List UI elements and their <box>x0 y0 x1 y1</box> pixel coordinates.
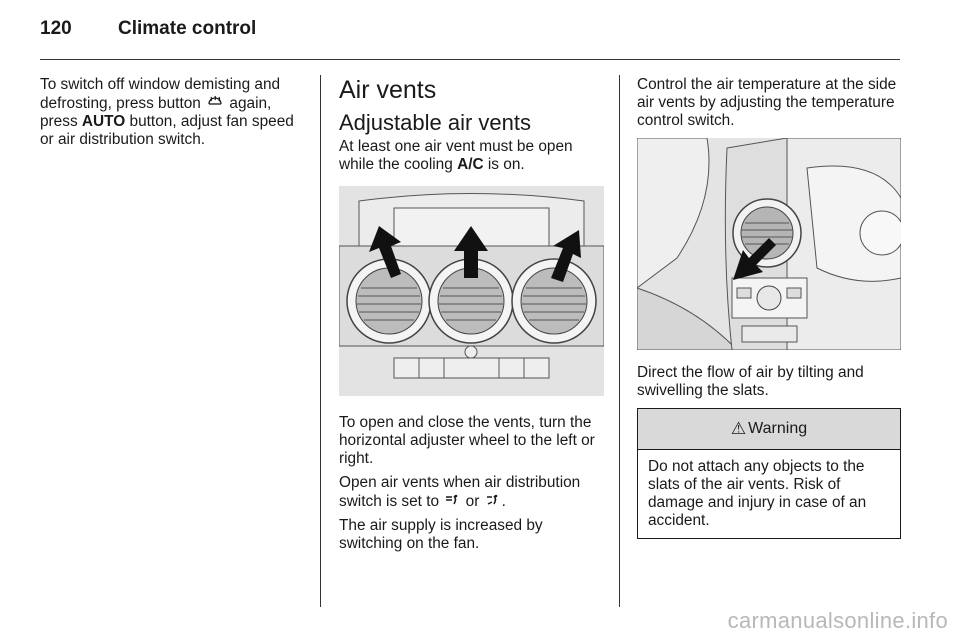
chapter-title: Climate control <box>118 18 257 39</box>
column-2 <box>339 76 604 559</box>
page-header <box>40 18 900 58</box>
column-divider-2 <box>619 75 620 607</box>
page-number: 120 <box>40 18 72 39</box>
demist-off-paragraph: To switch off window demisting and defrosting, press button again, press AUTO button, adjust fan speed or air distribution switch. <box>40 76 294 148</box>
watermark: carmanualsonline.info <box>727 608 948 633</box>
header-rule <box>40 59 900 60</box>
open-close-paragraph: To open and close the vents, turn the horizontal adjuster wheel to the left or right. <box>339 414 595 467</box>
dashboard-vents-illustration <box>339 186 604 396</box>
warning-text: Do not attach any objects to the slats of the air vents. Risk of damage and injury in case of an accident. <box>648 458 867 529</box>
direct-flow-paragraph: Direct the flow of air by tilting and swivelling the slats. <box>637 364 864 399</box>
section-title: Air vents <box>339 76 437 104</box>
warning-triangle-icon: ⚠ <box>730 419 747 438</box>
subsection-title: Adjustable air vents <box>339 110 531 135</box>
face-vent-icon <box>443 492 461 510</box>
warning-title: Warning <box>748 420 808 437</box>
rear-defrost-icon <box>205 94 225 112</box>
warning-box <box>637 408 901 539</box>
temperature-paragraph: Control the air temperature at the side air vents by adjusting the temperature control switch. <box>637 76 897 129</box>
column-divider-1 <box>320 75 321 607</box>
intro-paragraph: At least one air vent must be open while the cooling A/C is on. <box>339 138 573 173</box>
column-3 <box>637 76 903 539</box>
column-1 <box>40 76 305 155</box>
side-vent-illustration <box>637 138 901 350</box>
face-feet-vent-icon <box>484 492 502 510</box>
air-supply-paragraph: The air supply is increased by switching on the fan. <box>339 517 543 552</box>
warning-header <box>638 409 900 450</box>
open-vents-paragraph: Open air vents when air distribution switch is set to or . <box>339 474 581 510</box>
